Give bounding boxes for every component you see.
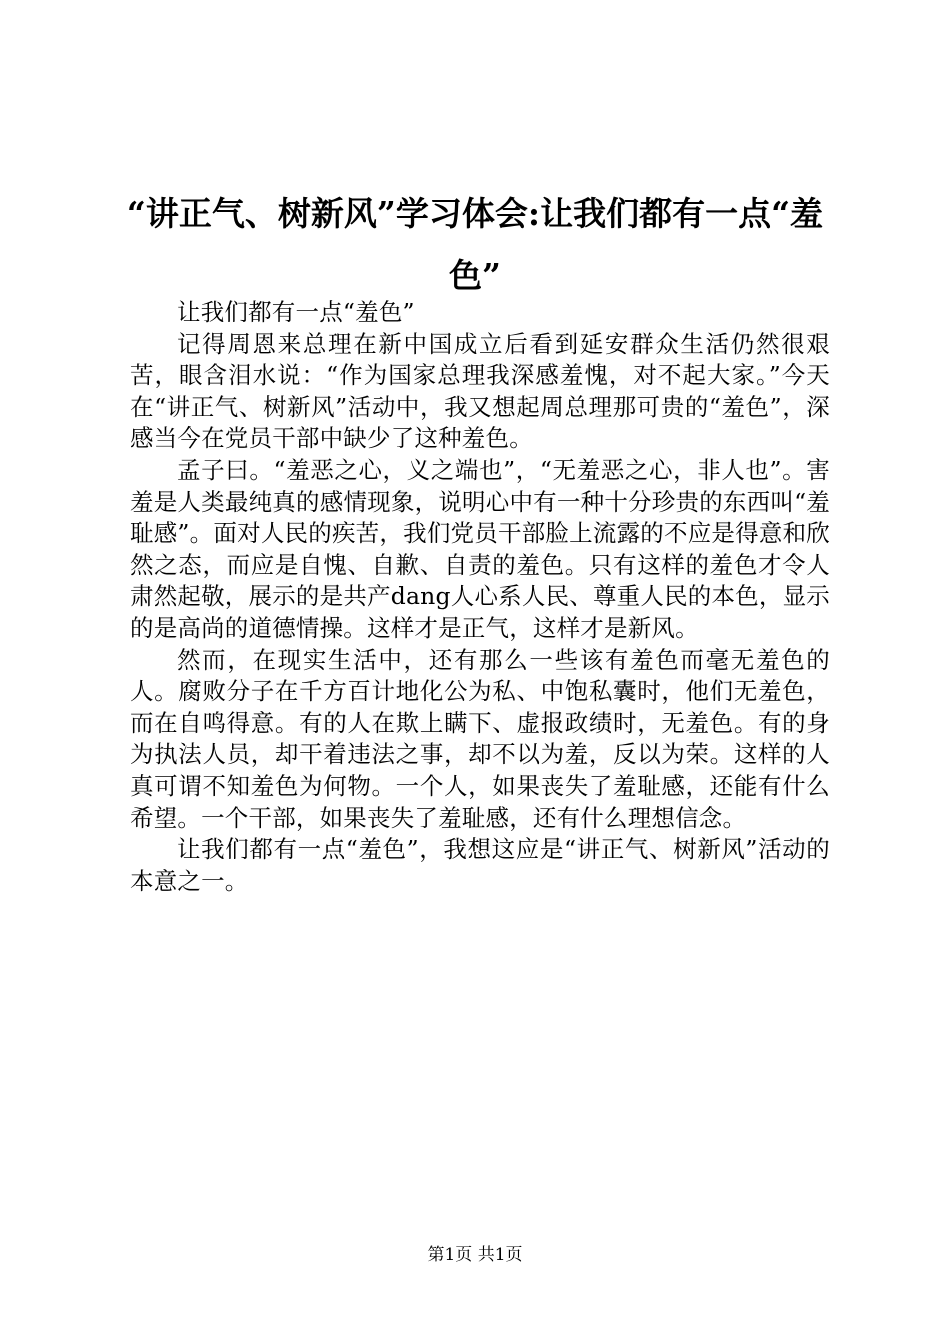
paragraph-subtitle: 让我们都有一点“羞色” xyxy=(177,298,415,326)
paragraph: 记得周恩来总理在新中国成立后看到延安群众生活仍然很艰苦，眼含泪水说：“作为国家总理我深感羞愧，对不起大家。”今天在“讲正气、树新风”活动中，我又想起周总理那可贵的“羞色”，深感当今在党员干部中缺少了这种羞色。 xyxy=(130,329,830,453)
paragraph: 孟子曰。“羞恶之心，义之端也”，“无羞恶之心，非人也”。害羞是人类最纯真的感情现象，说明心中有一种十分珍贵的东西叫“羞耻感”。面对人民的疾苦，我们党员干部脸上流露的不应是得意和欣然之态，而应是自愧、自歉、自责的羞色。只有这样的羞色才令人肃然起敬，展示的是共产dang人心系人民、尊重人民的本色，显示的是高尚的道德情操。这样才是正气，这样才是新风。 xyxy=(130,455,830,642)
document-title: “讲正气、树新风”学习体会:让我们都有一点“羞色” xyxy=(126,194,824,295)
page-number-footer: 第1页 共1页 xyxy=(427,1245,523,1265)
paragraph: 让我们都有一点“羞色”，我想这应是“讲正气、树新风”活动的本意之一。 xyxy=(130,835,830,895)
document-body xyxy=(130,297,830,897)
paragraph: 然而，在现实生活中，还有那么一些该有羞色而毫无羞色的人。腐败分子在千方百计地化公为私、中饱私囊时，他们无羞色，而在自鸣得意。有的人在欺上瞒下、虚报政绩时，无羞色。有的身为执法人员，却干着违法之事，却不以为羞，反以为荣。这样的人真可谓不知羞色为何物。一个人，如果丧失了羞耻感，还能有什么希望。一个干部，如果丧失了羞耻感，还有什么理想信念。 xyxy=(130,645,830,832)
